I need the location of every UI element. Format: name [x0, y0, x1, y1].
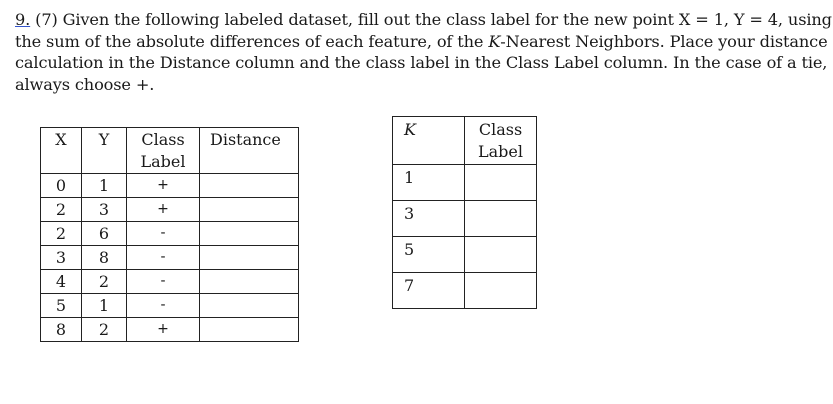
cell-y: 1	[82, 174, 127, 198]
question-line-1-text: (7) Given the following labeled dataset, fill out the class label for the new point X = 1, Y = 4, using	[30, 10, 832, 29]
cell-class-label: +	[127, 318, 200, 342]
cell-k-class-label[interactable]	[465, 237, 537, 273]
cell-k: 3	[393, 201, 465, 237]
cell-distance[interactable]	[200, 318, 299, 342]
table-row	[41, 246, 299, 270]
cell-class-label: +	[127, 198, 200, 222]
header-k-class-label-line1: Class	[478, 120, 523, 139]
cell-distance[interactable]	[200, 294, 299, 318]
header-class-label-line2: Label	[140, 152, 186, 171]
table-row	[41, 294, 299, 318]
table-row	[41, 198, 299, 222]
cell-y: 3	[82, 198, 127, 222]
cell-distance[interactable]	[200, 270, 299, 294]
header-x: X	[41, 128, 82, 174]
header-distance: Distance	[200, 128, 299, 174]
cell-k: 1	[393, 165, 465, 201]
cell-x: 3	[41, 246, 82, 270]
header-class-label-line1: Class	[141, 130, 185, 149]
cell-k-class-label[interactable]	[465, 165, 537, 201]
cell-k: 7	[393, 273, 465, 309]
table-row	[41, 318, 299, 342]
cell-x: 4	[41, 270, 82, 294]
table-row	[41, 270, 299, 294]
header-k-class-label-line2: Label	[478, 142, 523, 161]
cell-k: 5	[393, 237, 465, 273]
question-number: 9.	[15, 10, 31, 29]
k-row	[393, 165, 537, 201]
dataset-table	[40, 127, 299, 342]
question-line-3: calculation in the Distance column and the class label in the Class Label column. In the case of a tie,	[15, 53, 828, 72]
cell-class-label: +	[127, 174, 200, 198]
question-k-symbol: K	[488, 31, 501, 51]
header-k-class-label	[465, 117, 537, 165]
cell-class-label: -	[127, 270, 200, 294]
question-line-4: always choose +.	[15, 74, 155, 94]
cell-distance[interactable]	[200, 174, 299, 198]
cell-y: 8	[82, 246, 127, 270]
dataset-header-row	[41, 128, 299, 174]
cell-y: 6	[82, 222, 127, 246]
question-line-2b: -Nearest Neighbors. Place your distance	[500, 31, 828, 51]
question-line-1	[15, 9, 832, 31]
question-line-2	[15, 31, 828, 53]
cell-x: 5	[41, 294, 82, 318]
cell-x: 0	[41, 174, 82, 198]
table-row	[41, 222, 299, 246]
cell-class-label: -	[127, 222, 200, 246]
cell-distance[interactable]	[200, 246, 299, 270]
table-row	[41, 174, 299, 198]
cell-x: 2	[41, 222, 82, 246]
cell-class-label: -	[127, 246, 200, 270]
k-header-row	[393, 117, 537, 165]
cell-distance[interactable]	[200, 198, 299, 222]
question-line-2a: the sum of the absolute differences of each feature, of the	[15, 31, 489, 51]
cell-y: 1	[82, 294, 127, 318]
k-row	[393, 237, 537, 273]
question-text	[15, 9, 832, 95]
cell-distance[interactable]	[200, 222, 299, 246]
header-y: Y	[82, 128, 127, 174]
k-row	[393, 201, 537, 237]
cell-class-label: -	[127, 294, 200, 318]
cell-k-class-label[interactable]	[465, 273, 537, 309]
cell-x: 8	[41, 318, 82, 342]
header-class-label	[127, 128, 200, 174]
k-row	[393, 273, 537, 309]
cell-y: 2	[82, 270, 127, 294]
cell-k-class-label[interactable]	[465, 201, 537, 237]
header-k: K	[393, 117, 465, 165]
cell-y: 2	[82, 318, 127, 342]
cell-x: 2	[41, 198, 82, 222]
k-neighbors-table	[392, 116, 537, 309]
